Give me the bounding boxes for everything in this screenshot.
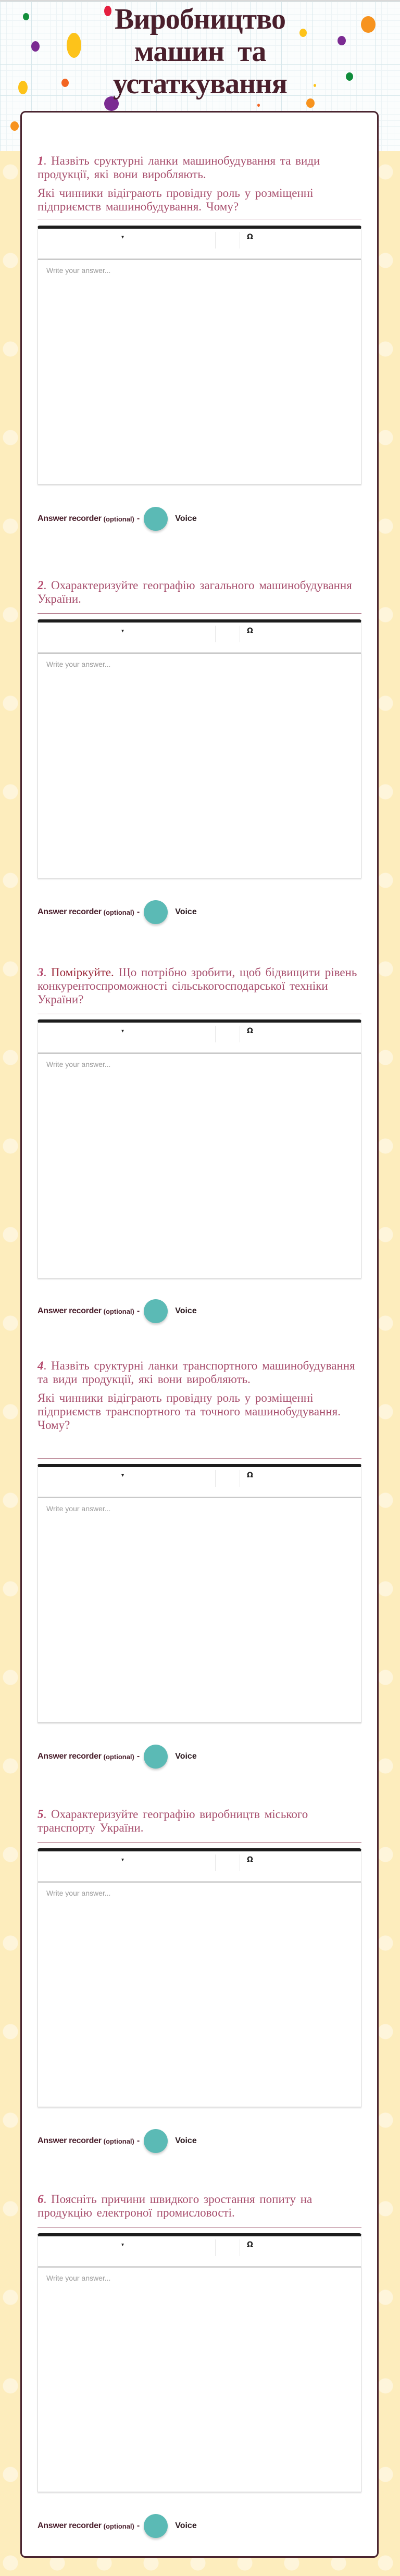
question-block-1 — [38, 154, 361, 523]
recorder-label: Answer recorder — [38, 2521, 102, 2530]
special-character-icon[interactable]: Ω — [247, 233, 253, 241]
format-dropdown-icon[interactable]: ▾ — [121, 628, 124, 634]
format-dropdown-icon[interactable]: ▾ — [121, 1473, 124, 1478]
toolbar-separator — [215, 1026, 216, 1042]
answer-placeholder: Write your answer... — [46, 1060, 111, 1068]
question-block-4 — [38, 1359, 361, 1761]
page-title — [0, 3, 400, 100]
answer-editor — [38, 1848, 361, 2107]
editor-toolbar — [38, 619, 361, 653]
recorder-dash: - — [136, 2136, 140, 2145]
question-number: 2 — [38, 579, 44, 592]
title-line: Виробництво — [115, 3, 285, 35]
voice-label: Voice — [175, 907, 197, 916]
recorder-dash: - — [136, 1306, 140, 1315]
question-paragraph: Що потрібно зробити, щоб бідвищити рівень конкурентоспроможності сільськогосподарської техніки України? — [38, 966, 357, 1006]
special-character-icon[interactable]: Ω — [247, 2241, 253, 2249]
answer-editor — [38, 1019, 361, 1278]
answer-editor — [38, 226, 361, 484]
question-text: 1. Назвіть сруктурні ланки машинобудування та види продукції, які вони виробляють. Які чинники відіграють провідну роль у розміщенні підприємств машинобудування. Чому? — [38, 154, 320, 213]
toolbar-separator — [215, 626, 216, 642]
question-block-6 — [38, 2193, 361, 2530]
special-character-icon[interactable]: Ω — [247, 1471, 253, 1479]
answer-textarea[interactable] — [38, 1497, 361, 1723]
recorder-optional: (optional) — [103, 2137, 134, 2145]
editor-toolbar — [38, 2233, 361, 2267]
toolbar-separator — [215, 2239, 216, 2256]
recorder-dash: - — [136, 1752, 140, 1761]
question-paragraph: Охарактеризуйте географію загального машинобудування України. — [38, 579, 352, 605]
question-divider — [38, 613, 361, 614]
special-character-icon[interactable]: Ω — [247, 627, 253, 635]
record-voice-button[interactable] — [144, 1745, 168, 1769]
worksheet-card — [20, 111, 379, 2558]
toolbar-separator — [215, 1470, 216, 1487]
answer-textarea[interactable] — [38, 1882, 361, 2107]
voice-label: Voice — [175, 2136, 197, 2145]
format-dropdown-icon[interactable]: ▾ — [121, 1028, 124, 1034]
editor-toolbar — [38, 1464, 361, 1497]
record-voice-button[interactable] — [144, 2129, 168, 2153]
question-paragraph: Назвіть сруктурні ланки транспортного машинобудування та види продукції, які вони виробляють. — [38, 1359, 355, 1386]
answer-recorder — [38, 900, 197, 924]
title-line: машин та — [134, 35, 266, 68]
answer-editor — [38, 2233, 361, 2492]
question-paragraph: Які чинники відіграють провідну роль у розміщенні підприємств транспортного та точного машинобудування. Чому? — [38, 1391, 341, 1432]
answer-placeholder: Write your answer... — [46, 266, 111, 275]
paint-splat-decoration — [257, 104, 260, 107]
question-emphasis: Поміркуйте. — [51, 966, 114, 979]
question-divider — [38, 1842, 361, 1843]
record-voice-button[interactable] — [144, 2514, 168, 2538]
answer-textarea[interactable] — [38, 653, 361, 878]
answer-placeholder: Write your answer... — [46, 660, 111, 668]
toolbar-separator — [215, 1855, 216, 1871]
question-text: 2. Охарактеризуйте географію загального машинобудування України. — [38, 579, 352, 605]
voice-label: Voice — [175, 2521, 197, 2530]
question-number: 4 — [38, 1359, 44, 1372]
editor-toolbar — [38, 226, 361, 259]
recorder-label: Answer recorder — [38, 1752, 102, 1761]
answer-recorder — [38, 1299, 197, 1323]
paint-splat-decoration — [10, 121, 19, 131]
title-line: устаткування — [113, 68, 287, 100]
voice-label: Voice — [175, 514, 197, 523]
recorder-dash: - — [136, 514, 140, 523]
answer-textarea[interactable] — [38, 1053, 361, 1278]
answer-recorder — [38, 1745, 197, 1769]
question-text: 3. Поміркуйте. Що потрібно зробити, щоб бідвищити рівень конкурентоспроможності сільськогосподарської техніки України? — [38, 966, 357, 1006]
special-character-icon[interactable]: Ω — [247, 1856, 253, 1864]
recorder-label: Answer recorder — [38, 1306, 102, 1315]
record-voice-button[interactable] — [144, 1299, 168, 1323]
question-number: 6 — [38, 2193, 44, 2206]
recorder-label: Answer recorder — [38, 907, 102, 916]
question-block-2 — [38, 579, 361, 916]
question-block-5 — [38, 1808, 361, 2145]
recorder-label: Answer recorder — [38, 2136, 102, 2145]
voice-label: Voice — [175, 1752, 197, 1761]
editor-toolbar — [38, 1848, 361, 1882]
recorder-dash: - — [136, 907, 140, 916]
question-divider — [38, 1458, 361, 1459]
record-voice-button[interactable] — [144, 900, 168, 924]
question-paragraph: Які чинники відіграють провідну роль у розміщенні підприємств машинобудування. Чому? — [38, 186, 314, 213]
format-dropdown-icon[interactable]: ▾ — [121, 1857, 124, 1863]
recorder-optional: (optional) — [103, 2522, 134, 2530]
question-text: 6. Поясніть причини швидкого зростання попиту на продукцію електроної промисловості. — [38, 2193, 312, 2219]
toolbar-separator — [215, 232, 216, 248]
answer-recorder — [38, 507, 197, 531]
answer-recorder — [38, 2129, 197, 2153]
answer-placeholder: Write your answer... — [46, 1889, 111, 1897]
format-dropdown-icon[interactable]: ▾ — [121, 2242, 124, 2248]
question-paragraph: Назвіть сруктурні ланки машинобудування та види продукції, які вони виробляють. — [38, 154, 320, 181]
answer-editor — [38, 1464, 361, 1723]
format-dropdown-icon[interactable]: ▾ — [121, 234, 124, 240]
answer-placeholder: Write your answer... — [46, 2274, 111, 2282]
editor-toolbar — [38, 1019, 361, 1053]
voice-label: Voice — [175, 1306, 197, 1315]
answer-textarea[interactable] — [38, 2267, 361, 2492]
question-text: 4. Назвіть сруктурні ланки транспортного машинобудування та види продукції, які вони виробляють. Які чинники відіграють провідну роль у розміщенні підприємств транспортного та точного машинобудування. Чому? — [38, 1359, 355, 1432]
recorder-optional: (optional) — [103, 1752, 134, 1761]
recorder-dash: - — [136, 2521, 140, 2530]
answer-placeholder: Write your answer... — [46, 1504, 111, 1513]
question-text: 5. Охарактеризуйте географію виробництв міського транспорту України. — [38, 1808, 308, 1834]
recorder-optional: (optional) — [103, 515, 134, 523]
answer-textarea[interactable] — [38, 259, 361, 484]
recorder-optional: (optional) — [103, 908, 134, 916]
question-paragraph: Охарактеризуйте географію виробництв міського транспорту України. — [38, 1808, 308, 1834]
recorder-label: Answer recorder — [38, 514, 102, 523]
question-number: 1 — [38, 154, 44, 167]
record-voice-button[interactable] — [144, 507, 168, 531]
recorder-optional: (optional) — [103, 1307, 134, 1315]
answer-recorder — [38, 2514, 197, 2538]
answer-editor — [38, 619, 361, 878]
question-paragraph: Поясніть причини швидкого зростання попиту на продукцію електроної промисловості. — [38, 2193, 312, 2219]
question-number: 5 — [38, 1808, 44, 1821]
question-number: 3 — [38, 966, 44, 979]
special-character-icon[interactable]: Ω — [247, 1027, 253, 1035]
question-block-3 — [38, 966, 361, 1315]
